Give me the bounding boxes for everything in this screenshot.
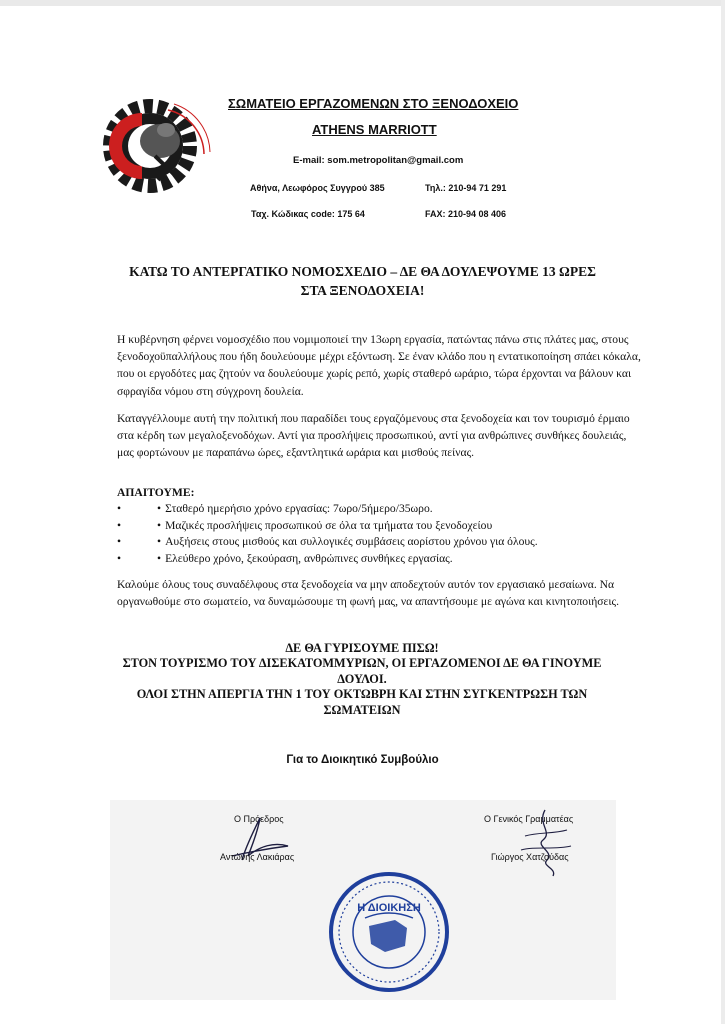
- slogan-line-1: ΔΕ ΘΑ ΓΥΡΙΣΟΥΜΕ ΠΙΣΩ!: [285, 641, 439, 655]
- bullet-icon: •: [117, 551, 122, 565]
- union-seal-icon: [325, 868, 453, 996]
- union-name: ΣΩΜΑΤΕΙΟ ΕΡΓΑΖΟΜΕΝΩΝ ΣΤΟ ΞΕΝΟΔΟΧΕΙΟ: [228, 96, 519, 111]
- bullet-icon: •: [157, 518, 162, 532]
- demand-text: Μαζικές προσλήψεις προσωπικού σε όλα τα τμήματα του ξενοδοχείου: [165, 518, 493, 532]
- document-title: ΚΑΤΩ ΤΟ ΑΝΤΕΡΓΑΤΙΚΟ ΝΟΜΟΣΧΕΔΙΟ – ΔΕ ΘΑ ΔΟΥΛΕΨΟΥΜΕ 13 ΩΡΕΣ ΣΤΑ ΞΕΝΟΔΟΧΕΙΑ!: [129, 264, 596, 298]
- list-item: [117, 551, 617, 568]
- president-title: Ο Πρόεδρος: [234, 814, 284, 824]
- hotel-name: ATHENS MARRIOTT: [312, 122, 437, 137]
- bullet-icon: •: [117, 502, 122, 515]
- contact-phone: Τηλ.: 210-94 71 291: [425, 183, 507, 193]
- contact-fax: FAX: 210-94 08 406: [425, 209, 507, 219]
- demands-heading: ΑΠΑΙΤΟΥΜΕ:: [117, 486, 195, 499]
- demand-text: Ελεύθερο χρόνο, ξεκούραση, ανθρώπινες συνθήκες εργασίας.: [165, 551, 453, 565]
- bullet-icon: •: [157, 551, 162, 565]
- bullet-icon: •: [157, 535, 162, 549]
- secretary-title: Ο Γενικός Γραμματέας: [484, 814, 574, 824]
- closing-slogans: [117, 641, 607, 718]
- president-name: Αντώνης Λακιάρας: [220, 852, 295, 862]
- contact-address: Αθήνα, Λεωφόρος Συγγρού 385: [250, 183, 385, 193]
- contact-postal-code: Ταχ. Κώδικας code: 175 64: [251, 209, 365, 219]
- body-paragraph-2: Καταγγέλλουμε αυτή την πολιτική που παραδίδει τους εργαζόμενους στα ξενοδοχεία και τον τουρισμό έρμαιο στα κέρδη των μεγαλοξενοδόχων. Αντί για προσλήψεις προσωπικού, αντί για ανθρώπινες συνθήκες δουλειάς, μας φορτώνουν με παραπάνω ώρες, εξαντλητικά ωράρια και μισθούς πείνας.: [117, 412, 630, 460]
- slogan-line-2: ΣΤΟΝ ΤΟΥΡΙΣΜΟ ΤΟΥ ΔΙΣΕΚΑΤΟΜΜΥΡΙΩΝ, ΟΙ ΕΡΓΑΖΟΜΕΝΟΙ ΔΕ ΘΑ ΓΙΝΟΥΜΕ ΔΟΥΛΟΙ.: [122, 656, 602, 686]
- page-right-edge: [721, 0, 725, 1024]
- demands-list: [117, 501, 617, 567]
- seal-text: Η ΔΙΟΙΚΗΣΗ: [357, 902, 421, 914]
- body-paragraph-1: Η κυβέρνηση φέρνει νομοσχέδιο που νομιμοποιεί την 13ωρη εργασία, πατώντας πάνω στις πλάτες μας, στους ξενοδοχοϋπαλλήλους που ήδη δουλεύουμε μέχρι εξόντωση. Σε έναν κλάδο που η εντατικοποίηση σπάει κόκαλα, που οι εργοδότες μας ζητούν να δουλεύουμε χωρίς ρεπό, χωρίς σταθερό ωράριο, τώρα έρχονται να βάλουν και σφραγίδα νόμου στη σύγχρονη δουλεία.: [117, 333, 641, 398]
- demand-text: Σταθερό ημερήσιο χρόνο εργασίας: 7ωρο/5ήμερο/35ωρο.: [165, 502, 433, 515]
- contact-email: E-mail: som.metropolitan@gmail.com: [293, 155, 464, 166]
- page-top-edge: [0, 0, 725, 6]
- secretary-signature-icon: [505, 806, 585, 878]
- list-item: [117, 518, 617, 535]
- list-item: [117, 534, 617, 551]
- list-item: [117, 501, 617, 518]
- board-signoff: Για το Διοικητικό Συμβούλιο: [286, 754, 439, 766]
- bullet-icon: •: [157, 502, 162, 515]
- demand-text: Αυξήσεις στους μισθούς και συλλογικές συμβάσεις αορίστου χρόνου για όλους.: [165, 535, 538, 549]
- slogan-line-3: ΟΛΟΙ ΣΤΗΝ ΑΠΕΡΓΙΑ ΤΗΝ 1 ΤΟΥ ΟΚΤΩΒΡΗ ΚΑΙ ΣΤΗΝ ΣΥΓΚΕΝΤΡΩΣΗ ΤΩΝ ΣΩΜΑΤΕΙΩΝ: [136, 687, 588, 717]
- secretary-name: Γιώργος Χατζούδας: [491, 852, 569, 862]
- body-paragraph-3: Καλούμε όλους τους συναδέλφους στα ξενοδοχεία να μην αποδεχτούν αυτόν τον εργασιακό μεσαίωνα. Να οργανωθούμε στο σωματείο, να δυναμώσουμε τη φωνή μας, να απαντήσουμε με αγώνα και κινητοποιήσεις.: [117, 578, 620, 609]
- union-gear-fist-logo-icon: [100, 96, 218, 196]
- bullet-icon: •: [117, 535, 122, 549]
- bullet-icon: •: [117, 518, 122, 532]
